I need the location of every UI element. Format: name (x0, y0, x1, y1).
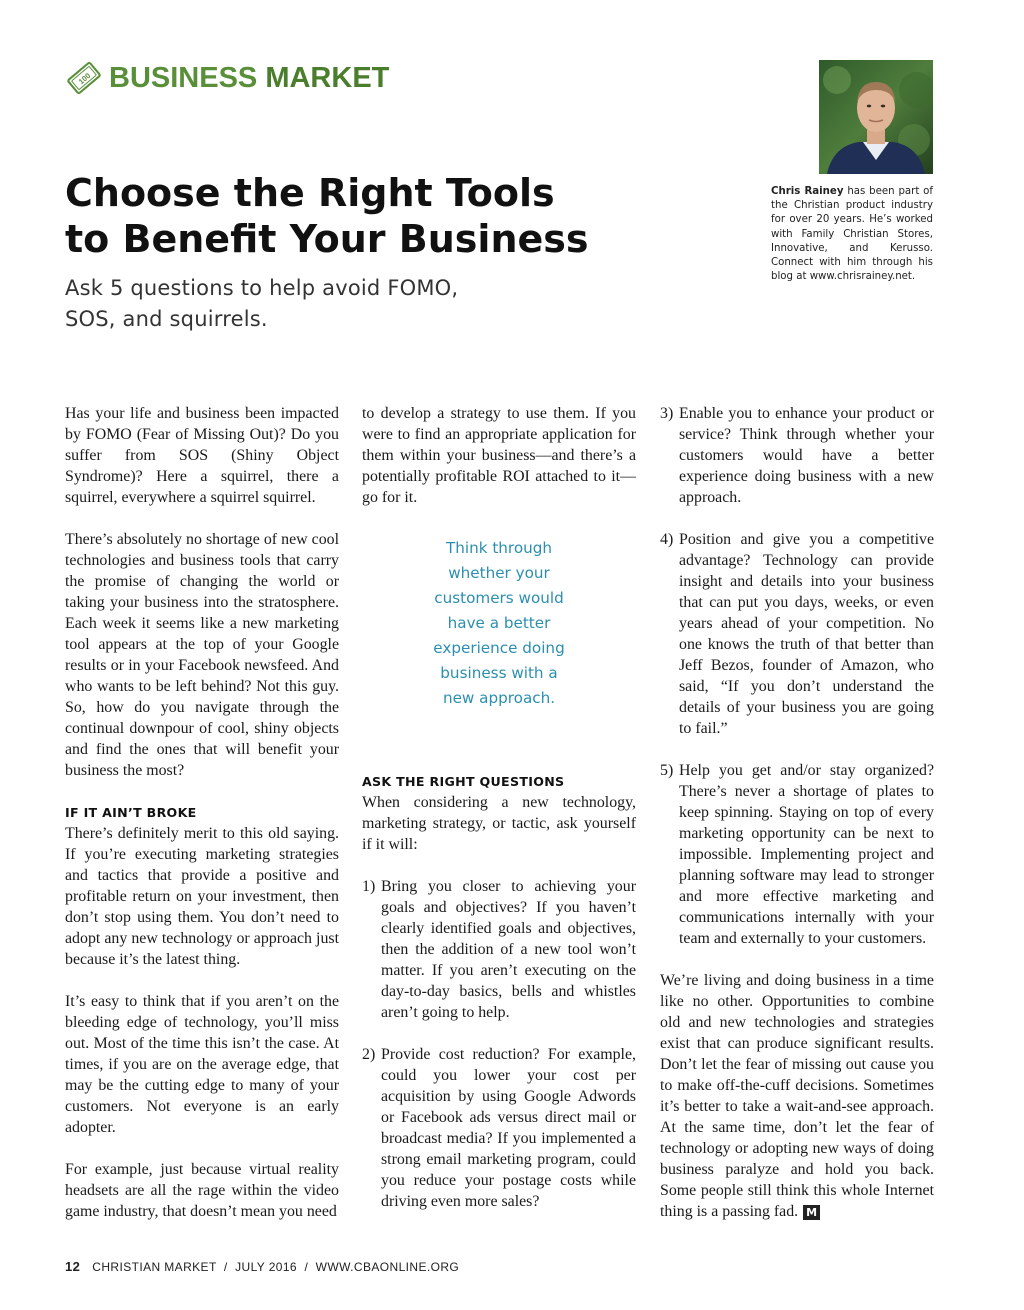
paragraph: When considering a new technology, marketing strategy, or tactic, ask yourself if it will: (362, 794, 636, 853)
pull-quote-line: Think through (445, 539, 553, 557)
column-2 (362, 403, 636, 1233)
author-photo (819, 60, 933, 174)
subtitle-line-2: SOS, and squirrels. (65, 307, 268, 331)
section-label-market: MARKET (265, 61, 390, 94)
money-tag-icon (65, 59, 103, 97)
paragraph: There’s definitely merit to this old saying. If you’re executing marketing strategies and tactics that provide a positive and profitable return on your investment, then don’t stop using them. You don’t need to adopt any new technology or approach just because it’s the latest thing. (65, 825, 339, 968)
list-number: 3) (660, 405, 674, 422)
author-bio-text: has been part of the Christian product industry for over 20 years. He’s worked with Family Christian Stores, Innovative, and Kerusso. Connect with him through his blog at www.chrisrainey.net. (771, 186, 933, 283)
subheading-if-it-aint-broke: IF IT AIN’T BROKE (65, 805, 197, 820)
end-mark-icon: M (803, 1205, 820, 1220)
list-number: 4) (660, 531, 674, 548)
list-number: 5) (660, 762, 674, 779)
list-text: Bring you closer to achieving your goals and objectives? If you haven’t clearly identified goals and objectives, then the addition of a new tool won’t matter. If you aren’t executing on the day-to-day basics, bells and whistles aren’t going to help. (381, 878, 636, 1021)
author-bio (771, 185, 933, 284)
list-item (660, 760, 934, 949)
title-line-2: to Benefit Your Business (65, 217, 589, 261)
footer-text: CHRISTIAN MARKET / JULY 2016 / WWW.CBAONLINE.ORG (92, 1260, 460, 1274)
list-text: Help you get and/or stay organized? There’s never a shortage of plates to keep spinning. Staying on top of every marketing opportunity can be next to impossible. Implementing project and planning software may lead to stronger and more effective marketing and communications internally with your team and externally to your customers. (679, 762, 934, 947)
paragraph: Has your life and business been impacted by FOMO (Fear of Missing Out)? Do you suffer from SOS (Shiny Object Syndrome)? Here a squirrel, there a squirrel, everywhere a squirrel squirrel. (65, 405, 339, 506)
pull-quote-line: customers would (434, 589, 564, 607)
paragraph (660, 970, 934, 1222)
subheading-ask-the-right-questions: ASK THE RIGHT QUESTIONS (362, 774, 565, 789)
author-name: Chris Rainey (771, 186, 844, 197)
list-text: Enable you to enhance your product or service? Think through whether your customers would have a better experience doing business with a new approach. (679, 405, 934, 506)
section-header (65, 58, 389, 98)
section-label (109, 62, 389, 95)
pull-quote (362, 536, 636, 711)
list-item (362, 1044, 636, 1212)
pull-quote-line: new approach. (442, 689, 556, 707)
column-1 (65, 403, 339, 1222)
svg-text:100: 100 (76, 71, 93, 87)
list-text: Provide cost reduction? For example, could you lower your cost per acquisition by using Google Adwords or Facebook ads versus direct mail or broadcast media? If you implemented a strong email marketing program, could you reduce your postage costs while driving even more sales? (381, 1046, 636, 1210)
title-line-1: Choose the Right Tools (65, 171, 555, 215)
list-item (362, 876, 636, 1023)
paragraph: For example, just because virtual reality headsets are all the rage within the video game industry, that doesn’t mean you need (65, 1161, 339, 1220)
pull-quote-line: whether your (448, 564, 550, 582)
paragraph: There’s absolutely no shortage of new cool technologies and business tools that carry the promise of changing the world or taking your business into the stratosphere. Each week it seems like a new marketing tool appears at the top of your Google results or in your Facebook newsfeed. And who wants to be left behind? Not this guy. So, how do you navigate through the continual downpour of cool, shiny objects and find the ones that will benefit your business the most? (65, 531, 339, 779)
closing-text: We’re living and doing business in a time like no other. Opportunities to combine old and new technologies and strategies exist that can produce significant results. Don’t let the fear of missing out cause you to make off-the-cuff decisions. Sometimes it’s better to take a wait-and-see approach. At the same time, don’t let the fear of technology or adopting new ways of doing business paralyze and hold you back. Some people still think this whole Internet thing is a passing fad. (660, 972, 934, 1220)
page-number: 12 (65, 1259, 81, 1274)
pull-quote-line: have a better (447, 614, 551, 632)
list-item (660, 403, 934, 508)
page-footer (65, 1259, 459, 1274)
pull-quote-line: experience doing (433, 639, 565, 657)
list-text: Position and give you a competitive advantage? Technology can provide insight and details into your business that can put you days, weeks, or even years ahead of your competition. No one knows the truth of that better than Jeff Bezos, founder of Amazon, who said, “If you don’t understand the details of your business you are going to fail.” (679, 531, 934, 737)
section-label-business: BUSINESS (109, 61, 266, 94)
column-3 (660, 403, 934, 1222)
list-item (660, 529, 934, 739)
list-number: 1) (362, 878, 376, 895)
paragraph: It’s easy to think that if you aren’t on the bleeding edge of technology, you’ll miss out. Most of the time this isn’t the case. At times, if you are on the average edge, that may be the cutting edge to many of your customers. Not everyone is an early adopter. (65, 993, 339, 1136)
article-subtitle (65, 273, 625, 335)
pull-quote-line: business with a (440, 664, 558, 682)
article-title (65, 170, 705, 262)
paragraph: to develop a strategy to use them. If you were to find an appropriate application for them within your business—and there’s a potentially profitable ROI attached to it—go for it. (362, 405, 636, 506)
subtitle-line-1: Ask 5 questions to help avoid FOMO, (65, 276, 459, 300)
list-number: 2) (362, 1046, 376, 1063)
